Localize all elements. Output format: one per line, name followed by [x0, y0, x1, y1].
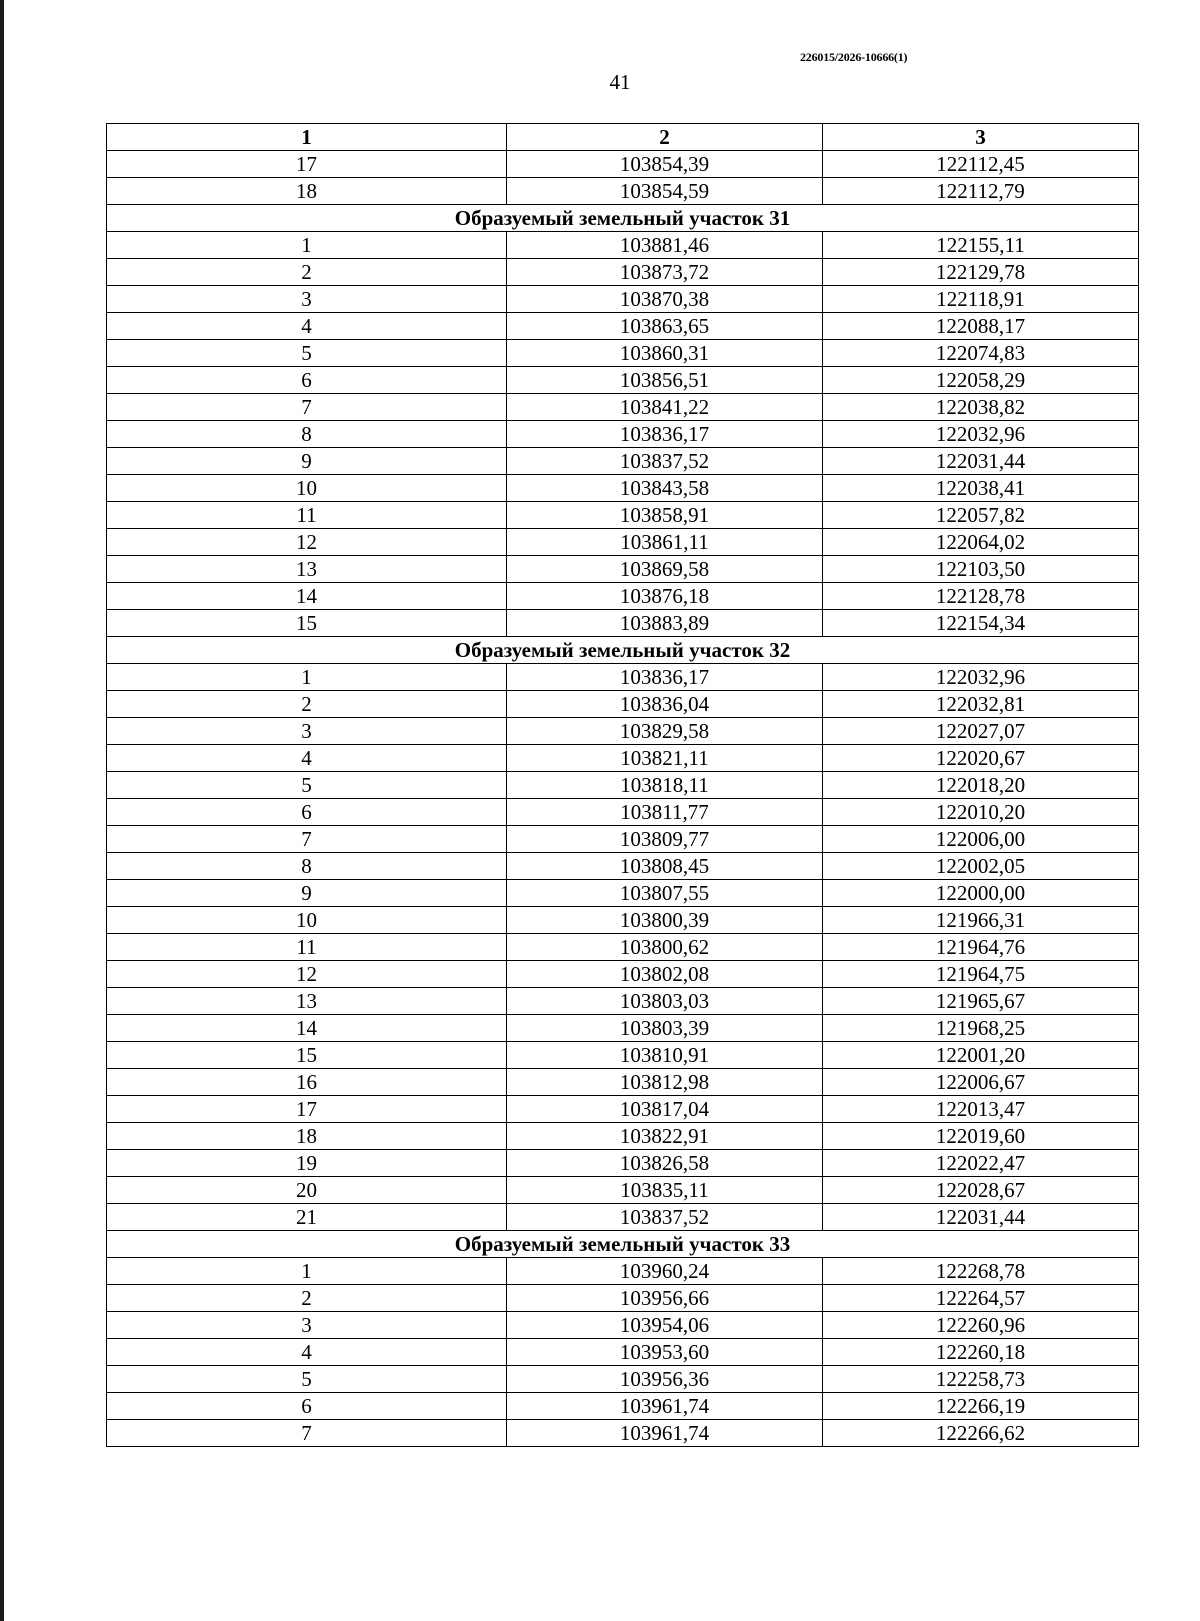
coordinate-x-cell: 103836,04 — [507, 691, 823, 718]
coordinate-y-cell: 122103,50 — [823, 556, 1139, 583]
coordinate-x-cell: 103802,08 — [507, 961, 823, 988]
coordinate-y-cell: 121966,31 — [823, 907, 1139, 934]
coordinate-y-cell: 122268,78 — [823, 1258, 1139, 1285]
table-row — [107, 259, 1139, 286]
table-row — [107, 421, 1139, 448]
table-row — [107, 286, 1139, 313]
coordinate-x-cell: 103809,77 — [507, 826, 823, 853]
coordinate-x-cell: 103810,91 — [507, 1042, 823, 1069]
coordinate-x-cell: 103863,65 — [507, 313, 823, 340]
section-title: Образуемый земельный участок 33 — [107, 1231, 1139, 1258]
table-row — [107, 1339, 1139, 1366]
coordinate-x-cell: 103808,45 — [507, 853, 823, 880]
point-number-cell: 2 — [107, 691, 507, 718]
table-row — [107, 1204, 1139, 1231]
table-row — [107, 1123, 1139, 1150]
section-row — [107, 637, 1139, 664]
coordinate-x-cell: 103836,17 — [507, 421, 823, 448]
coordinate-x-cell: 103837,52 — [507, 1204, 823, 1231]
point-number-cell: 19 — [107, 1150, 507, 1177]
table-row — [107, 718, 1139, 745]
section-title: Образуемый земельный участок 32 — [107, 637, 1139, 664]
table-row — [107, 556, 1139, 583]
coordinate-y-cell: 121964,75 — [823, 961, 1139, 988]
point-number-cell: 3 — [107, 286, 507, 313]
table-row — [107, 1420, 1139, 1447]
coordinate-x-cell: 103835,11 — [507, 1177, 823, 1204]
point-number-cell: 11 — [107, 502, 507, 529]
coordinate-x-cell: 103870,38 — [507, 286, 823, 313]
table-row — [107, 151, 1139, 178]
point-number-cell: 2 — [107, 259, 507, 286]
point-number-cell: 7 — [107, 394, 507, 421]
point-number-cell: 3 — [107, 718, 507, 745]
coordinate-y-cell: 122057,82 — [823, 502, 1139, 529]
column-header-2: 2 — [507, 124, 823, 151]
table-row — [107, 178, 1139, 205]
coordinate-y-cell: 122001,20 — [823, 1042, 1139, 1069]
table-row — [107, 1177, 1139, 1204]
coordinate-y-cell: 121968,25 — [823, 1015, 1139, 1042]
coordinate-x-cell: 103817,04 — [507, 1096, 823, 1123]
coordinate-x-cell: 103837,52 — [507, 448, 823, 475]
coordinate-y-cell: 122006,00 — [823, 826, 1139, 853]
table-row — [107, 1042, 1139, 1069]
coordinate-x-cell: 103869,58 — [507, 556, 823, 583]
coordinate-x-cell: 103856,51 — [507, 367, 823, 394]
table-row — [107, 664, 1139, 691]
coordinate-x-cell: 103961,74 — [507, 1420, 823, 1447]
table-row — [107, 1015, 1139, 1042]
point-number-cell: 6 — [107, 1393, 507, 1420]
table-row — [107, 394, 1139, 421]
coordinate-y-cell: 122118,91 — [823, 286, 1139, 313]
coordinate-y-cell: 122010,20 — [823, 799, 1139, 826]
coordinate-x-cell: 103861,11 — [507, 529, 823, 556]
point-number-cell: 10 — [107, 475, 507, 502]
point-number-cell: 15 — [107, 610, 507, 637]
scan-edge — [0, 0, 4, 1621]
coordinate-y-cell: 122260,96 — [823, 1312, 1139, 1339]
point-number-cell: 21 — [107, 1204, 507, 1231]
coordinate-x-cell: 103954,06 — [507, 1312, 823, 1339]
document-number: 226015/2026-10666(1) — [800, 50, 908, 64]
coordinate-y-cell: 122013,47 — [823, 1096, 1139, 1123]
coordinate-x-cell: 103803,39 — [507, 1015, 823, 1042]
coordinate-y-cell: 122032,96 — [823, 421, 1139, 448]
coordinate-y-cell: 122064,02 — [823, 529, 1139, 556]
coordinate-y-cell: 122258,73 — [823, 1366, 1139, 1393]
section-row — [107, 205, 1139, 232]
coordinate-x-cell: 103956,36 — [507, 1366, 823, 1393]
coordinate-x-cell: 103876,18 — [507, 583, 823, 610]
table-row — [107, 880, 1139, 907]
coordinate-x-cell: 103854,59 — [507, 178, 823, 205]
coordinate-y-cell: 122155,11 — [823, 232, 1139, 259]
table-row — [107, 745, 1139, 772]
point-number-cell: 12 — [107, 961, 507, 988]
table-row — [107, 853, 1139, 880]
table-row — [107, 1096, 1139, 1123]
table-row — [107, 1285, 1139, 1312]
point-number-cell: 14 — [107, 583, 507, 610]
coordinate-y-cell: 122032,96 — [823, 664, 1139, 691]
coordinate-x-cell: 103961,74 — [507, 1393, 823, 1420]
coordinate-y-cell: 122154,34 — [823, 610, 1139, 637]
table-row — [107, 367, 1139, 394]
point-number-cell: 2 — [107, 1285, 507, 1312]
coordinate-y-cell: 122022,47 — [823, 1150, 1139, 1177]
point-number-cell: 17 — [107, 151, 507, 178]
coordinate-x-cell: 103860,31 — [507, 340, 823, 367]
coordinate-y-cell: 122112,45 — [823, 151, 1139, 178]
point-number-cell: 5 — [107, 772, 507, 799]
table-row — [107, 340, 1139, 367]
coordinate-y-cell: 122000,00 — [823, 880, 1139, 907]
coordinate-y-cell: 122027,07 — [823, 718, 1139, 745]
table-row — [107, 232, 1139, 259]
table-row — [107, 529, 1139, 556]
point-number-cell: 13 — [107, 988, 507, 1015]
coordinate-x-cell: 103822,91 — [507, 1123, 823, 1150]
point-number-cell: 6 — [107, 799, 507, 826]
coordinate-x-cell: 103881,46 — [507, 232, 823, 259]
coordinate-y-cell: 122260,18 — [823, 1339, 1139, 1366]
table-row — [107, 583, 1139, 610]
point-number-cell: 15 — [107, 1042, 507, 1069]
table-row — [107, 1150, 1139, 1177]
coordinate-x-cell: 103836,17 — [507, 664, 823, 691]
table-row — [107, 502, 1139, 529]
coordinate-y-cell: 122074,83 — [823, 340, 1139, 367]
section-title: Образуемый земельный участок 31 — [107, 205, 1139, 232]
table-row — [107, 448, 1139, 475]
point-number-cell: 3 — [107, 1312, 507, 1339]
table-row — [107, 934, 1139, 961]
coordinate-y-cell: 121965,67 — [823, 988, 1139, 1015]
coordinate-y-cell: 122006,67 — [823, 1069, 1139, 1096]
header-row — [107, 124, 1139, 151]
coordinate-y-cell: 122002,05 — [823, 853, 1139, 880]
column-header-3: 3 — [823, 124, 1139, 151]
point-number-cell: 1 — [107, 1258, 507, 1285]
point-number-cell: 8 — [107, 853, 507, 880]
column-header-1: 1 — [107, 124, 507, 151]
table-row — [107, 772, 1139, 799]
coordinate-x-cell: 103854,39 — [507, 151, 823, 178]
point-number-cell: 1 — [107, 664, 507, 691]
coordinate-x-cell: 103812,98 — [507, 1069, 823, 1096]
coordinate-y-cell: 122128,78 — [823, 583, 1139, 610]
coordinate-y-cell: 122264,57 — [823, 1285, 1139, 1312]
coordinate-y-cell: 122032,81 — [823, 691, 1139, 718]
coordinate-x-cell: 103829,58 — [507, 718, 823, 745]
coordinate-y-cell: 121964,76 — [823, 934, 1139, 961]
point-number-cell: 14 — [107, 1015, 507, 1042]
point-number-cell: 7 — [107, 1420, 507, 1447]
coordinate-x-cell: 103821,11 — [507, 745, 823, 772]
section-row — [107, 1231, 1139, 1258]
coordinate-y-cell: 122018,20 — [823, 772, 1139, 799]
point-number-cell: 18 — [107, 1123, 507, 1150]
point-number-cell: 9 — [107, 448, 507, 475]
table-row — [107, 313, 1139, 340]
coordinate-x-cell: 103800,39 — [507, 907, 823, 934]
coordinate-x-cell: 103858,91 — [507, 502, 823, 529]
coordinate-x-cell: 103803,03 — [507, 988, 823, 1015]
point-number-cell: 16 — [107, 1069, 507, 1096]
coordinate-y-cell: 122088,17 — [823, 313, 1139, 340]
table-row — [107, 988, 1139, 1015]
table-body — [107, 151, 1139, 1447]
point-number-cell: 17 — [107, 1096, 507, 1123]
point-number-cell: 8 — [107, 421, 507, 448]
coordinate-y-cell: 122028,67 — [823, 1177, 1139, 1204]
point-number-cell: 10 — [107, 907, 507, 934]
point-number-cell: 6 — [107, 367, 507, 394]
table-row — [107, 1312, 1139, 1339]
coordinate-y-cell: 122031,44 — [823, 1204, 1139, 1231]
coordinate-x-cell: 103956,66 — [507, 1285, 823, 1312]
coordinate-x-cell: 103841,22 — [507, 394, 823, 421]
point-number-cell: 12 — [107, 529, 507, 556]
table-row — [107, 1258, 1139, 1285]
point-number-cell: 7 — [107, 826, 507, 853]
table-row — [107, 1069, 1139, 1096]
coordinate-x-cell: 103883,89 — [507, 610, 823, 637]
coordinate-x-cell: 103807,55 — [507, 880, 823, 907]
table-row — [107, 907, 1139, 934]
coordinate-x-cell: 103826,58 — [507, 1150, 823, 1177]
table-row — [107, 961, 1139, 988]
coordinate-x-cell: 103818,11 — [507, 772, 823, 799]
table-row — [107, 1393, 1139, 1420]
point-number-cell: 4 — [107, 1339, 507, 1366]
coordinate-y-cell: 122266,19 — [823, 1393, 1139, 1420]
point-number-cell: 13 — [107, 556, 507, 583]
coordinate-y-cell: 122038,41 — [823, 475, 1139, 502]
coordinate-y-cell: 122129,78 — [823, 259, 1139, 286]
point-number-cell: 5 — [107, 1366, 507, 1393]
coordinate-x-cell: 103960,24 — [507, 1258, 823, 1285]
coordinate-x-cell: 103811,77 — [507, 799, 823, 826]
point-number-cell: 4 — [107, 745, 507, 772]
coordinate-y-cell: 122266,62 — [823, 1420, 1139, 1447]
table-row — [107, 475, 1139, 502]
point-number-cell: 5 — [107, 340, 507, 367]
point-number-cell: 4 — [107, 313, 507, 340]
point-number-cell: 11 — [107, 934, 507, 961]
table-row — [107, 799, 1139, 826]
coordinate-y-cell: 122038,82 — [823, 394, 1139, 421]
coordinate-x-cell: 103953,60 — [507, 1339, 823, 1366]
point-number-cell: 9 — [107, 880, 507, 907]
coordinate-y-cell: 122112,79 — [823, 178, 1139, 205]
coordinate-x-cell: 103800,62 — [507, 934, 823, 961]
coordinate-y-cell: 122019,60 — [823, 1123, 1139, 1150]
point-number-cell: 20 — [107, 1177, 507, 1204]
coordinate-x-cell: 103843,58 — [507, 475, 823, 502]
point-number-cell: 18 — [107, 178, 507, 205]
coordinate-y-cell: 122020,67 — [823, 745, 1139, 772]
coordinate-x-cell: 103873,72 — [507, 259, 823, 286]
coordinate-y-cell: 122031,44 — [823, 448, 1139, 475]
table-row — [107, 691, 1139, 718]
coordinates-table — [106, 123, 1139, 1447]
point-number-cell: 1 — [107, 232, 507, 259]
page-number: 41 — [609, 70, 631, 94]
table-row — [107, 610, 1139, 637]
coordinate-y-cell: 122058,29 — [823, 367, 1139, 394]
table-row — [107, 1366, 1139, 1393]
table-row — [107, 826, 1139, 853]
table-header — [107, 124, 1139, 151]
